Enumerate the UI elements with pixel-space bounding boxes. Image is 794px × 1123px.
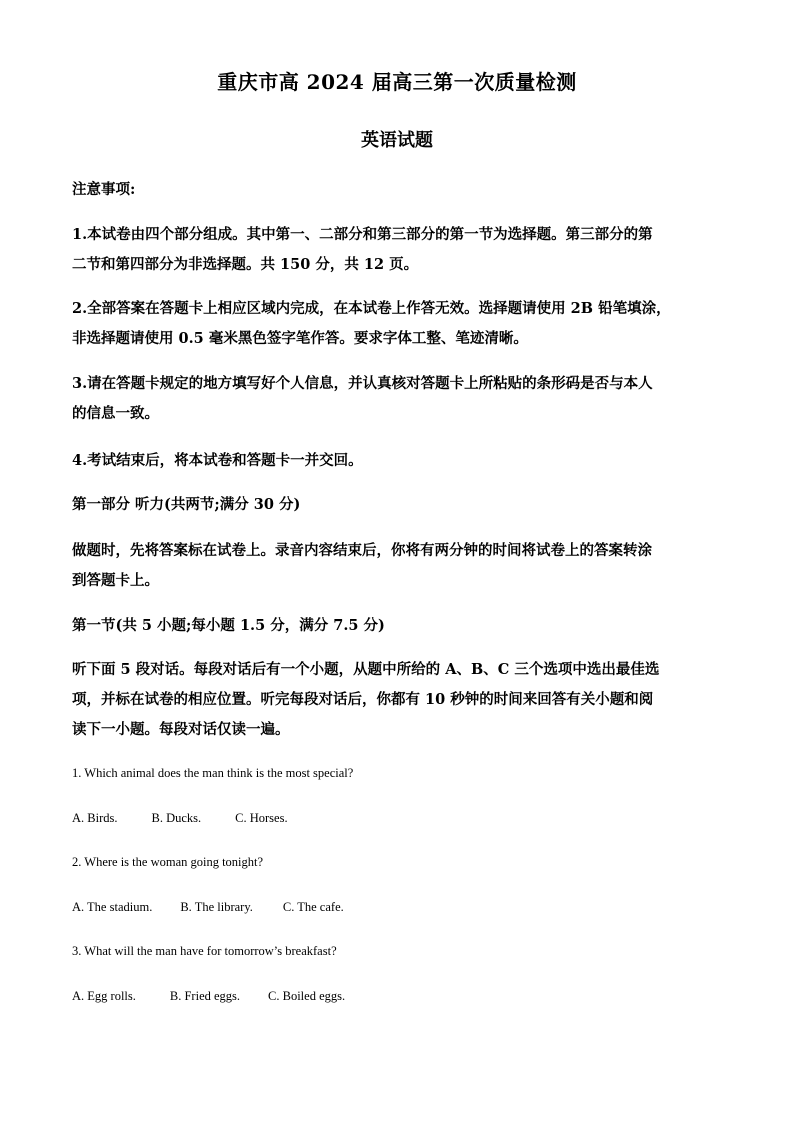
notice-3-line-1: 3.请在答题卡规定的地方填写好个人信息，并认真核对答题卡上所粘贴的条形码是否与本人: [72, 375, 653, 392]
question-3-option-b: B. Fried eggs.: [169, 989, 241, 1003]
question-3-option-a: A. Egg rolls.: [72, 989, 136, 1003]
question-3-stem: 3. What will the man have for tomorrow’s breakfast?: [72, 944, 337, 958]
notice-1-line-1: 1.本试卷由四个部分组成。其中第一、二部分和第三部分的第一节为选择题。第三部分的第: [72, 226, 653, 243]
notice-2-line-2: 非选择题请使用 0.5 毫米黑色签字笔作答。要求字体工整、笔迹清晰。: [72, 330, 528, 347]
question-1-option-a: A. Birds.: [72, 811, 118, 825]
notice-1-line-2: 二节和第四部分为非选择题。共 150 分，共 12 页。: [72, 256, 419, 273]
question-1-option-c: C. Horses.: [235, 811, 288, 825]
part1-instructions-line-1: 做题时，先将答案标在试卷上。录音内容结束后，你将有两分钟的时间将试卷上的答案转涂: [72, 542, 652, 559]
question-2-option-b: B. The library.: [180, 900, 253, 914]
question-3-option-c: C. Boiled eggs.: [268, 989, 346, 1003]
notice-4-line-1: 4.考试结束后，将本试卷和答题卡一并交回。: [72, 452, 363, 469]
question-1-options: [72, 811, 726, 826]
notice-3-line-2: 的信息一致。: [72, 405, 159, 422]
exam-subject: 英语试题: [361, 130, 433, 151]
exam-title: 重庆市高 2024 届高三第一次质量检测: [217, 70, 577, 94]
notice-2-line-1: 2.全部答案在答题卡上相应区域内完成，在本试卷上作答无效。选择题请使用 2B 铅笔填涂，: [72, 300, 671, 317]
question-2-stem: 2. Where is the woman going tonight?: [72, 855, 264, 869]
part1-instructions-line-2: 到答题卡上。: [72, 572, 159, 589]
question-2-option-c: C. The cafe.: [282, 900, 344, 914]
notice-heading: 注意事项:: [72, 181, 136, 198]
section1-instructions-line-2: 项，并标在试卷的相应位置。听完每段对话后，你都有 10 秒钟的时间来回答有关小题和阅: [72, 691, 654, 708]
question-2-options: [72, 900, 726, 915]
question-1-option-b: B. Ducks.: [151, 811, 202, 825]
question-2-option-a: A. The stadium.: [72, 900, 153, 914]
section1-instructions-line-3: 读下一小题。每段对话仅读一遍。: [72, 721, 290, 738]
question-1-stem: 1. Which animal does the man think is the most special?: [72, 766, 354, 780]
section1-heading: 第一节(共 5 小题;每小题 1.5 分，满分 7.5 分): [72, 617, 385, 634]
section1-instructions-line-1: 听下面 5 段对话。每段对话后有一个小题，从题中所给的 A、B、C 三个选项中选出最佳选: [72, 661, 660, 678]
question-3-options: [72, 989, 726, 1004]
part1-heading: 第一部分 听力(共两节;满分 30 分): [72, 496, 301, 513]
